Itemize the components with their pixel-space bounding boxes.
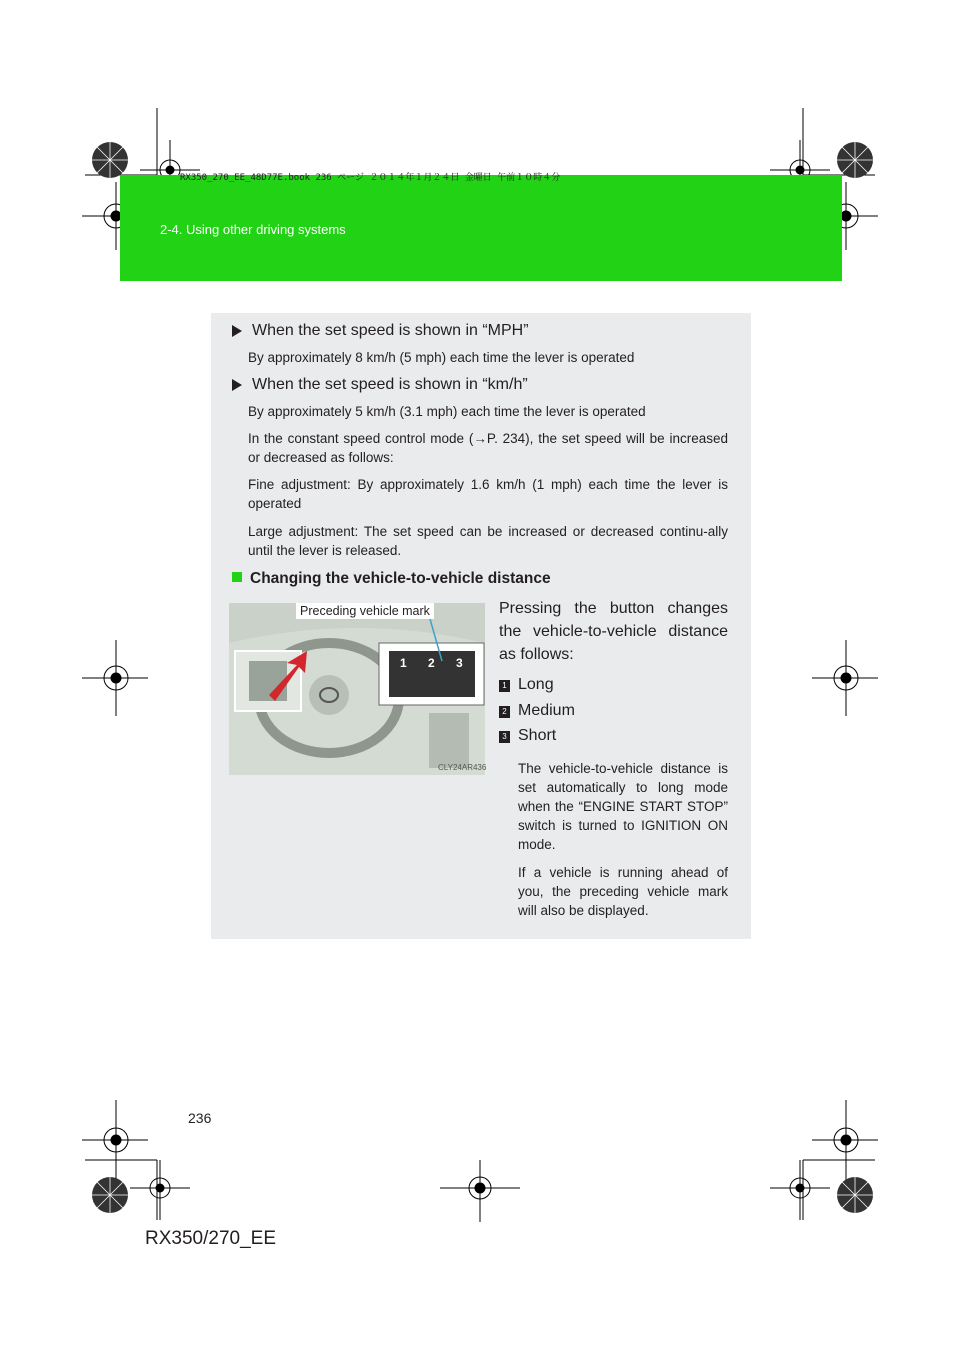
model-footer: RX350/270_EE — [145, 1228, 276, 1249]
book-stamp: RX350_270_EE_48D77E.book 236 ページ ２０１４年１月２４日 金曜日 午前１０時４分 — [180, 173, 561, 183]
page-number: 236 — [188, 1110, 212, 1126]
note-preceding-vehicle: If a vehicle is running ahead of you, the preceding vehicle mark will also be displayed. — [518, 865, 728, 918]
number-badge-icon: 2 — [499, 706, 510, 718]
triangle-arrow-icon — [232, 379, 242, 391]
fine-adjustment-text: Fine adjustment: By approximately 1.6 km/h (1 mph) each time the lever is operated — [248, 477, 728, 511]
list-item-long: 1 Long — [499, 676, 554, 694]
distance-heading: Changing the vehicle-to-vehicle distance — [232, 570, 551, 588]
kmh-heading: When the set speed is shown in “km/h” — [232, 376, 528, 394]
square-bullet-icon — [232, 572, 242, 582]
note-default-distance: The vehicle-to-vehicle distance is set automatically to long mode when the “ENGINE START STOP” switch is turned to IGNITION ON mode. — [518, 761, 728, 852]
large-adjustment-text: Large adjustment: The set speed can be increased or decreased continu-ally until the lever is released. — [248, 524, 728, 558]
display-number: 1 — [400, 656, 407, 670]
distance-intro: Pressing the button changes the vehicle-to-vehicle distance as follows: — [499, 600, 728, 663]
mph-text: By approximately 8 km/h (5 mph) each time the lever is operated — [248, 350, 635, 365]
display-number: 2 — [428, 656, 435, 670]
preceding-vehicle-mark-callout: Preceding vehicle mark — [296, 603, 434, 619]
list-item-medium: 2 Medium — [499, 702, 575, 720]
number-badge-icon: 1 — [499, 680, 510, 692]
list-item-short: 3 Short — [499, 727, 556, 745]
callout-leader-line — [400, 615, 460, 665]
mph-heading: When the set speed is shown in “MPH” — [232, 322, 529, 340]
number-badge-icon: 3 — [499, 731, 510, 743]
kmh-text: By approximately 5 km/h (3.1 mph) each time the lever is operated — [248, 404, 646, 419]
triangle-arrow-icon — [232, 325, 242, 337]
illustration-code: CLY24AR436 — [438, 763, 487, 772]
display-number: 3 — [456, 656, 463, 670]
section-label: 2-4. Using other driving systems — [160, 222, 346, 237]
constant-mode-text: In the constant speed control mode (→P. 234), the set speed will be increased or decreased as follows: — [248, 431, 728, 465]
